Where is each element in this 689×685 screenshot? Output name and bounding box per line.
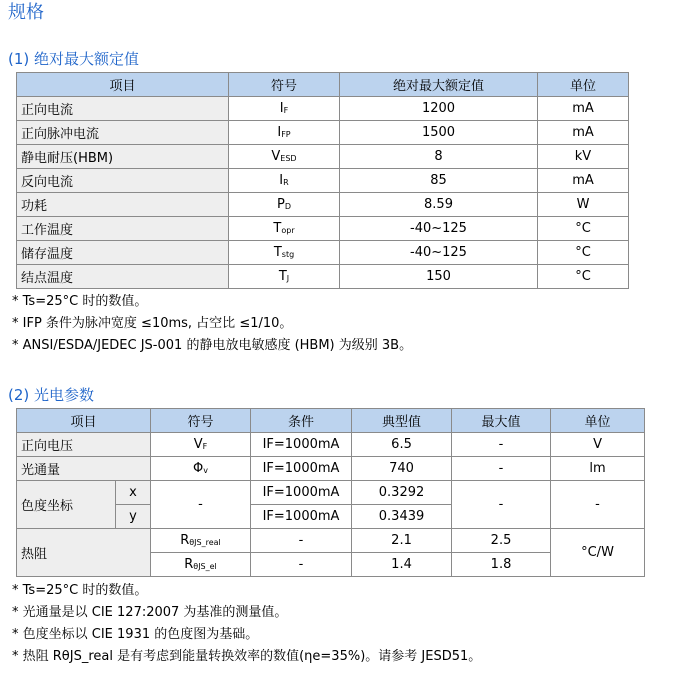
typical-cell: 0.3292	[352, 481, 452, 505]
page-title: 规格	[8, 2, 44, 23]
symbol-cell: $I_{FP}$	[229, 121, 340, 145]
condition-cell: IF=1000mA	[251, 481, 352, 505]
header-symbol: 符号	[151, 409, 251, 433]
table-row	[17, 529, 645, 553]
table-header-row	[17, 409, 645, 433]
item-cell: 正向电流	[17, 97, 229, 121]
table-row	[17, 217, 629, 241]
symbol-cell: -	[151, 481, 251, 529]
item-cell: 光通量	[17, 457, 151, 481]
item-cell: 正向电压	[17, 433, 151, 457]
item-cell: 反向电流	[17, 169, 229, 193]
typical-cell: 6.5	[352, 433, 452, 457]
max-cell: 2.5	[452, 529, 551, 553]
symbol-cell: $T_{opr}$	[229, 217, 340, 241]
symbol-cell: $T_{stg}$	[229, 241, 340, 265]
typical-cell: 2.1	[352, 529, 452, 553]
symbol-cell: $I_R$	[229, 169, 340, 193]
unit-cell: °C	[538, 217, 629, 241]
unit-cell: lm	[551, 457, 645, 481]
value-cell: 8.59	[340, 193, 538, 217]
value-cell: -40~125	[340, 217, 538, 241]
item-cell: 静电耐压(HBM)	[17, 145, 229, 169]
note-temperature: * Ts=25°C 时的数值。	[12, 583, 148, 598]
condition-cell: IF=1000mA	[251, 505, 352, 529]
table-row	[17, 169, 629, 193]
value-cell: 1200	[340, 97, 538, 121]
item-cell: 储存温度	[17, 241, 229, 265]
item-cell: 结点温度	[17, 265, 229, 289]
note-pulse: * IFP 条件为脉冲宽度 ≤10ms, 占空比 ≤1/10。	[12, 316, 293, 331]
item-cell: 正向脉冲电流	[17, 121, 229, 145]
table-row	[17, 97, 629, 121]
symbol-cell: $V_{ESD}$	[229, 145, 340, 169]
header-item: 项目	[17, 73, 229, 97]
unit-cell: kV	[538, 145, 629, 169]
sub-item-cell: y	[116, 505, 151, 529]
section1-notes	[12, 291, 412, 357]
value-cell: 8	[340, 145, 538, 169]
symbol-cell: $P_D$	[229, 193, 340, 217]
condition-cell: IF=1000mA	[251, 457, 352, 481]
value-cell: -40~125	[340, 241, 538, 265]
table-row	[17, 265, 629, 289]
section2-notes	[12, 580, 481, 668]
condition-cell: -	[251, 529, 352, 553]
max-cell: 1.8	[452, 553, 551, 577]
item-cell: 色度坐标	[17, 481, 116, 529]
table-row	[17, 241, 629, 265]
condition-cell: IF=1000mA	[251, 433, 352, 457]
note-temperature: * Ts=25°C 时的数值。	[12, 294, 148, 309]
typical-cell: 1.4	[352, 553, 452, 577]
table-row	[17, 481, 645, 505]
optoelectronic-table	[16, 408, 645, 577]
symbol-cell: $I_F$	[229, 97, 340, 121]
symbol-cell: $V_F$	[151, 433, 251, 457]
section2-title: (2) 光电参数	[8, 386, 95, 404]
table-row	[17, 433, 645, 457]
note-thermal: * 热阻 RθJS_real 是有考虑到能量转换效率的数值(ηe=35%)。请参考 JESD51。	[12, 649, 482, 664]
condition-cell: -	[251, 553, 352, 577]
max-cell: -	[452, 481, 551, 529]
unit-cell: °C/W	[551, 529, 645, 577]
unit-cell: mA	[538, 97, 629, 121]
section1-title: (1) 绝对最大额定值	[8, 50, 140, 68]
note-luminous-flux: * 光通量是以 CIE 127:2007 为基准的测量值。	[12, 605, 288, 620]
absolute-max-table	[16, 72, 629, 289]
unit-cell: -	[551, 481, 645, 529]
symbol-cell: $R_{\theta JS\_real}$	[151, 529, 251, 553]
value-cell: 1500	[340, 121, 538, 145]
max-cell: -	[452, 457, 551, 481]
header-unit: 单位	[551, 409, 645, 433]
max-cell: -	[452, 433, 551, 457]
typical-cell: 0.3439	[352, 505, 452, 529]
value-cell: 150	[340, 265, 538, 289]
unit-cell: °C	[538, 265, 629, 289]
header-symbol: 符号	[229, 73, 340, 97]
header-condition: 条件	[251, 409, 352, 433]
unit-cell: mA	[538, 169, 629, 193]
unit-cell: °C	[538, 241, 629, 265]
item-cell: 功耗	[17, 193, 229, 217]
table-row	[17, 121, 629, 145]
unit-cell: V	[551, 433, 645, 457]
value-cell: 85	[340, 169, 538, 193]
symbol-cell: $R_{\theta JS\_el}$	[151, 553, 251, 577]
header-item: 项目	[17, 409, 151, 433]
header-typical: 典型值	[352, 409, 452, 433]
typical-cell: 740	[352, 457, 452, 481]
header-unit: 单位	[538, 73, 629, 97]
unit-cell: W	[538, 193, 629, 217]
table-row	[17, 457, 645, 481]
table-row	[17, 145, 629, 169]
item-cell: 工作温度	[17, 217, 229, 241]
header-rating: 绝对最大额定值	[340, 73, 538, 97]
note-chromaticity: * 色度坐标以 CIE 1931 的色度图为基础。	[12, 627, 259, 642]
item-cell: 热阻	[17, 529, 151, 577]
table-header-row	[17, 73, 629, 97]
unit-cell: mA	[538, 121, 629, 145]
note-esd: * ANSI/ESDA/JEDEC JS-001 的静电放电敏感度 (HBM) 为级别 3B。	[12, 338, 413, 353]
table-row	[17, 193, 629, 217]
sub-item-cell: x	[116, 481, 151, 505]
symbol-cell: $\Phi_v$	[151, 457, 251, 481]
symbol-cell: $T_J$	[229, 265, 340, 289]
header-max: 最大值	[452, 409, 551, 433]
